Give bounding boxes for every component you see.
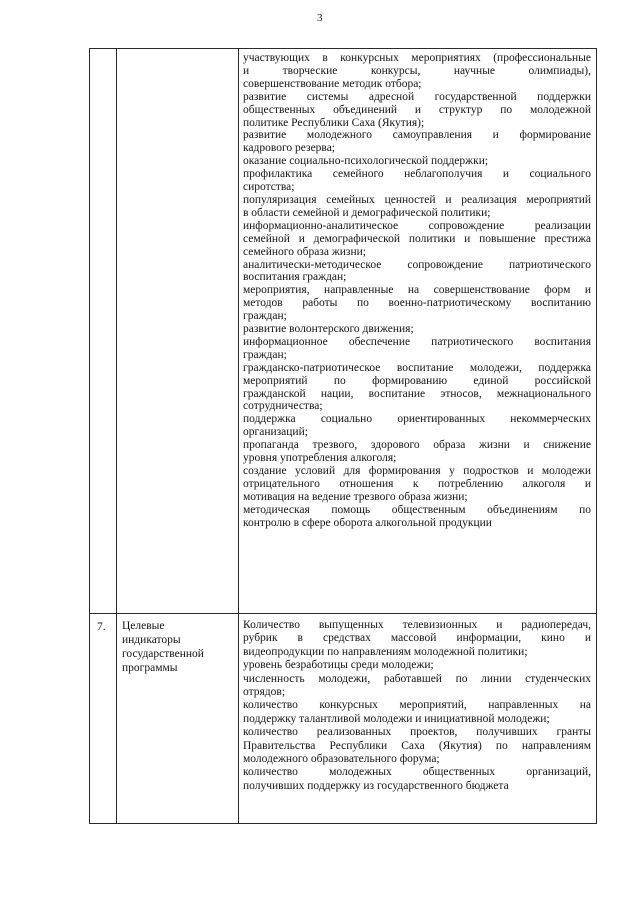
- list-item-line: уровень безработицы среди молодежи;: [243, 659, 434, 672]
- measures-list: [243, 52, 591, 530]
- table-row: [90, 49, 597, 614]
- row-number-cell: [90, 49, 117, 614]
- list-item-line: Правительства Республики Саха (Якутия) по направлениям: [243, 739, 591, 752]
- list-item-line: развитие волонтерского движения;: [243, 323, 414, 336]
- list-item-line: отрядов;: [243, 686, 286, 699]
- list-item: [243, 699, 591, 726]
- name-line: государственной: [122, 647, 204, 660]
- list-item-line: гражданско-патриотическое воспитание молодежи, поддержка: [243, 361, 591, 374]
- list-item: [243, 465, 591, 504]
- list-item-line: пропаганда трезвого, здорового образа жизни и снижение: [243, 439, 591, 452]
- list-item-line: методическая помощь общественным объединениям по: [243, 503, 591, 516]
- list-item-line: оказание социально-психологической поддержки;: [243, 155, 489, 168]
- list-item: [243, 155, 591, 168]
- list-item-line: видеопродукции по направлениям молодежной политики;: [243, 645, 528, 658]
- program-passport-table: [89, 48, 597, 824]
- list-item-line: семейного образа жизни;: [243, 245, 366, 258]
- page-number: 3: [317, 12, 323, 24]
- list-item-line: профилактика семейного неблагополучия и социального: [243, 168, 591, 181]
- list-item-line: совершенствование методик отбора;: [243, 77, 422, 90]
- list-item-line: граждан;: [243, 348, 287, 361]
- list-item-line: в области семейной и демографической политики;: [243, 206, 491, 219]
- list-item-line: молодежного образовательного форума;: [243, 753, 440, 766]
- list-item-line: и творческие конкурсы, научные олимпиады),: [243, 64, 591, 77]
- list-item-line: информационное обеспечение патриотического воспитания: [243, 335, 591, 348]
- list-item-line: воспитания граждан;: [243, 271, 347, 284]
- list-item-line: граждан;: [243, 310, 287, 323]
- list-item: [243, 52, 591, 91]
- list-item: [243, 323, 591, 336]
- list-item: [243, 673, 591, 700]
- list-item-line: количество реализованных проектов, получивших гранты: [243, 726, 591, 739]
- name-line: индикаторы: [122, 633, 181, 646]
- list-item: [243, 129, 591, 155]
- list-item-line: информационно-аналитическое сопровождение реализации: [243, 219, 591, 232]
- list-item-line: отрицательного отношения к потреблению алкоголя и: [243, 477, 591, 490]
- name-line: Целевые: [122, 620, 165, 632]
- list-item-line: получивших поддержку из государственного бюджета: [243, 779, 509, 792]
- list-item-line: количество конкурсных мероприятий, направленных на: [243, 699, 591, 712]
- list-item-line: уровня употребления алкоголя;: [243, 452, 397, 465]
- list-item: [243, 362, 591, 414]
- list-item-line: участвующих в конкурсных мероприятиях (профессиональные: [243, 52, 591, 64]
- name-line: программы: [122, 661, 178, 674]
- list-item-line: общественных объединений и структур по молодежной: [243, 103, 591, 116]
- list-item: [243, 439, 591, 465]
- list-item-line: политике Республики Саха (Якутия);: [243, 116, 425, 129]
- list-item-line: поддержку талантливой молодежи и инициативной молодежи;: [243, 712, 550, 725]
- list-item-line: Количество выпущенных телевизионных и радиопередач,: [243, 619, 591, 631]
- list-item-line: организаций;: [243, 426, 308, 439]
- list-item: [243, 659, 591, 672]
- list-item-line: количество молодежных общественных организаций,: [243, 766, 591, 779]
- list-item-line: мероприятий по формированию единой российской: [243, 374, 591, 387]
- list-item-line: развитие молодежного самоуправления и формирование: [243, 129, 591, 142]
- list-item: [243, 619, 591, 659]
- list-item: [243, 726, 591, 766]
- list-item: [243, 91, 591, 130]
- list-item: [243, 413, 591, 439]
- list-item: [243, 766, 591, 793]
- list-item-line: мероприятия, направленные на совершенствование форм и: [243, 284, 591, 297]
- table-row: [90, 614, 597, 824]
- list-item-line: популяризация семейных ценностей и реализация мероприятий: [243, 193, 591, 206]
- row-number-cell: 7.: [90, 614, 117, 824]
- list-item-line: сиротства;: [243, 181, 295, 194]
- list-item-line: мотивация на ведение трезвого образа жизни;: [243, 490, 468, 503]
- row-name-cell: [117, 614, 239, 824]
- indicators-list-cell: [239, 614, 597, 824]
- list-item-line: гражданской нации, воспитание этносов, межнационального: [243, 387, 591, 400]
- list-item-line: создание условий для формирования у подростков и молодежи: [243, 465, 591, 477]
- list-item: [243, 284, 591, 323]
- list-item: [243, 259, 591, 285]
- list-item-line: численность молодежи, работавшей по линии студенческих: [243, 672, 591, 685]
- list-item: [243, 504, 591, 530]
- list-item-line: развитие системы адресной государственной поддержки: [243, 90, 591, 103]
- indicators-list: [243, 619, 591, 793]
- list-item: [243, 336, 591, 362]
- list-item: [243, 194, 591, 220]
- list-item: [243, 220, 591, 259]
- list-item: [243, 168, 591, 194]
- list-item-line: контролю в сфере оборота алкогольной продукции: [243, 516, 492, 529]
- list-item-line: сотрудничества;: [243, 400, 323, 413]
- list-item-line: рубрик в средствах массовой информации, кино и: [243, 632, 591, 645]
- list-item-line: методов работы по военно-патриотическому воспитанию: [243, 297, 591, 310]
- list-item-line: кадрового резерва;: [243, 142, 335, 155]
- measures-list-cell: [239, 49, 597, 614]
- row-name-cell: [117, 49, 239, 614]
- list-item-line: семейной и демографической политики и повышение престижа: [243, 232, 591, 245]
- list-item-line: аналитически-методическое сопровождение патриотического: [243, 258, 591, 271]
- list-item-line: поддержка социально ориентированных некоммерческих: [243, 413, 591, 426]
